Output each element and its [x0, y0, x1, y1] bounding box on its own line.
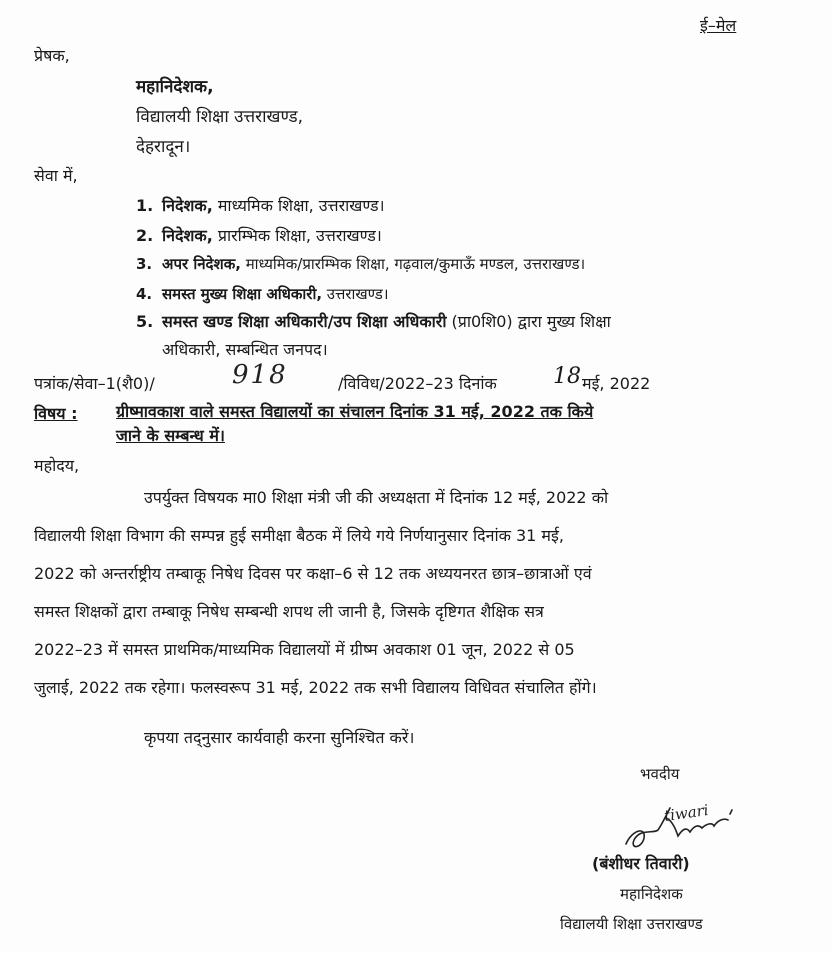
recipient-number: 5.	[136, 312, 154, 331]
body-line: समस्त शिक्षकों द्वारा तम्बाकू निषेध सम्बन्धी शपथ ली जानी है, जिसके दृष्टिगत शैक्षिक सत्र	[34, 602, 544, 621]
recipient-item	[136, 254, 585, 274]
subject-line-2: जाने के सम्बन्ध में।	[116, 426, 225, 445]
body-line: 2022 को अन्तर्राष्ट्रीय तम्बाकू निषेध दिवस पर कक्षा–6 से 12 तक अध्ययनरत छात्र–छात्राओं एवं	[34, 564, 592, 583]
recipient-text: प्रारम्भिक शिक्षा, उत्तराखण्ड।	[212, 226, 382, 245]
reference-number-handwritten: 918	[232, 360, 288, 390]
recipient-text: (प्रा0शि0) द्वारा मुख्य शिक्षा	[446, 312, 611, 331]
signatory-designation: महानिदेशक	[620, 885, 683, 903]
reference-day-handwritten: 18	[553, 364, 581, 389]
recipient-number: 3.	[136, 255, 153, 273]
recipient-title: निदेशक,	[162, 196, 213, 215]
signatory-department: विद्यालयी शिक्षा उत्तराखण्ड	[560, 915, 703, 933]
subject-label: विषय :	[34, 404, 78, 423]
recipient-title: समस्त मुख्य शिक्षा अधिकारी,	[162, 285, 323, 303]
body-line: विद्यालयी शिक्षा विभाग की सम्पन्न हुई समीक्षा बैठक में लिये गये निर्णयानुसार दिनांक 31 मई,	[34, 526, 564, 545]
sender-line-1: महानिदेशक,	[136, 77, 214, 97]
recipient-text: माध्यमिक शिक्षा, उत्तराखण्ड।	[212, 196, 385, 215]
recipient-item	[136, 310, 611, 332]
recipient-title: समस्त खण्ड शिक्षा अधिकारी/उप शिक्षा अधिकारी	[162, 312, 447, 331]
salutation: महोदय,	[34, 456, 80, 475]
recipient-text: उत्तराखण्ड।	[322, 285, 389, 303]
recipient-title: अपर निदेशक,	[162, 255, 241, 273]
yours-faithfully: भवदीय	[640, 765, 680, 783]
recipient-text: माध्यमिक/प्रारम्भिक शिक्षा, गढ़वाल/कुमाऊँ मण्डल, उत्तराखण्ड।	[240, 255, 586, 273]
email-label: ई–मेल	[700, 16, 737, 35]
sender-label: प्रेषक,	[34, 46, 70, 65]
recipient-item	[136, 224, 382, 246]
body-line: जुलाई, 2022 तक रहेगा। फलस्वरूप 31 मई, 2022 तक सभी विद्यालय विधिवत संचालित होंगे।	[34, 678, 597, 697]
recipient-item	[136, 194, 385, 216]
recipient-title: निदेशक,	[162, 226, 213, 245]
recipient-item-continuation: अधिकारी, सम्बन्धित जनपद।	[162, 340, 328, 359]
recipient-number: 1.	[136, 196, 154, 215]
signatory-name: (बंशीधर तिवारी)	[592, 854, 690, 873]
body-line: उपर्युक्त विषयक मा0 शिक्षा मंत्री जी की अध्यक्षता में दिनांक 12 मई, 2022 को	[144, 488, 609, 507]
sender-line-2: विद्यालयी शिक्षा उत्तराखण्ड,	[136, 107, 304, 127]
recipient-item	[136, 284, 389, 304]
reference-date: मई, 2022	[582, 374, 651, 393]
subject-line-1: ग्रीष्मावकाश वाले समस्त विद्यालयों का संचालन दिनांक 31 मई, 2022 तक किये	[116, 402, 594, 421]
reference-prefix: पत्रांक/सेवा–1(शै0)/	[34, 374, 155, 393]
sender-line-3: देहरादून।	[136, 137, 191, 157]
signature-handwriting: tiwari	[662, 800, 710, 826]
recipient-number: 4.	[136, 285, 153, 303]
closing-request: कृपया तद्नुसार कार्यवाही करना सुनिश्चित करें।	[144, 728, 415, 747]
recipient-number: 2.	[136, 226, 154, 245]
reference-middle: /विविध/2022–23 दिनांक	[338, 374, 497, 393]
body-line: 2022–23 में समस्त प्राथमिक/माध्यमिक विद्यालयों में ग्रीष्म अवकाश 01 जून, 2022 से 05	[34, 640, 575, 659]
recipients-label: सेवा में,	[34, 166, 78, 185]
